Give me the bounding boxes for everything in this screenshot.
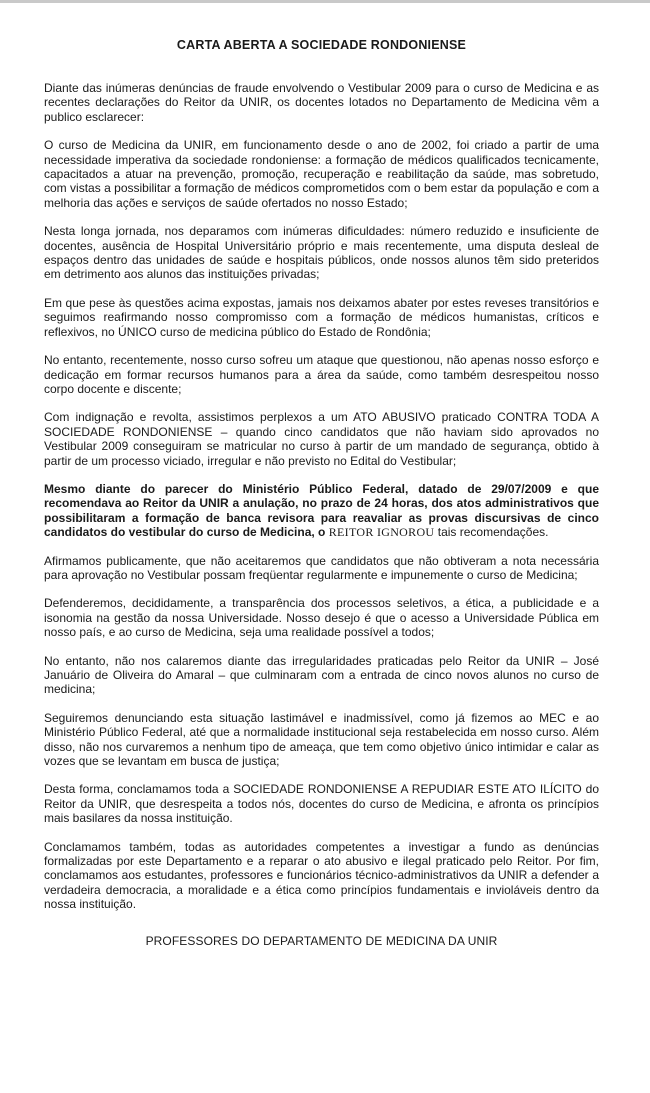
- paragraph-intro: Diante das inúmeras denúncias de fraude envolvendo o Vestibular 2009 para o curso de Medicina e as recentes declarações do Reitor da UNIR, os docentes lotados no Departamento de Medicina vêm a publico esclarecer:: [44, 81, 599, 124]
- letter-title: CARTA ABERTA A SOCIEDADE RONDONIENSE: [176, 38, 467, 52]
- paragraph-denunciation: Seguiremos denunciando esta situação lastimável e inadmissível, como já fizemos ao MEC e ao Ministério Público Federal, até que a normalidade institucional seja restabelecida em nosso curso. Além disso, não nos curvaremos a nenhum tipo de ameaça, que tem como objetivo único intimidar e calar as vozes que se levantam em busca de justiça;: [44, 710, 599, 769]
- paragraph-mpf-opinion: [44, 482, 599, 540]
- paragraph-affirmation: Afirmamos publicamente, que não aceitaremos que candidatos que não obtiveram a nota necessária para aprovação no Vestibular possam freqüentar regularmente e impunemente o curso de Medicina;: [44, 553, 599, 582]
- paragraph-abusive-act: Com indignação e revolta, assistimos perplexos a um ATO ABUSIVO praticado CONTRA TODA A SOCIEDADE RONDONIENSE – quando cinco candidatos que não haviam sido aprovados no Vestibular 2009 conseguiram se matricular no curso à partir de um mandado de segurança, obtido à partir de um processo viciado, irregular e não previsto no Edital do Vestibular;: [44, 410, 599, 468]
- mpf-opinion-bold-text: Mesmo diante do parecer do Ministério Público Federal, datado de 29/07/2009 e que recomendava ao Reitor da UNIR a anulação, no prazo de 24 horas, dos atos administrativos que possibilitaram a formação de banca revisora para reavaliar as provas discursivas de cinco candidatos do vestibular do curso de Medicina, o: [44, 481, 599, 540]
- rector-ignored-text: REITOR IGNOROU: [328, 525, 435, 540]
- letter-page: [44, 38, 599, 948]
- paragraph-course-history: O curso de Medicina da UNIR, em funcionamento desde o ano de 2002, foi criado a partir de uma necessidade imperativa da sociedade rondoniense: a formação de médicos qualificados tecnicamente, capacitados a atuar na prevenção, promoção, recuperação e reabilitação da saúde, mas sobretudo, com vistas a possibilitar a formação de médicos comprometidos com o bem estar da população e com a melhoria das ações e serviços de saúde ofertados no nosso Estado;: [44, 138, 599, 210]
- paragraph-call-society: Desta forma, conclamamos toda a SOCIEDADE RONDONIENSE A REPUDIAR ESTE ATO ILÍCITO do Reitor da UNIR, que desrespeita a todos nós, docentes do curso de Medicina, e afronta os princípios mais basilares da nossa instituição.: [44, 782, 599, 826]
- paragraph-call-authorities: Conclamamos também, todas as autoridades competentes a investigar a fundo as denúncias formalizadas por este Departamento e a reparar o ato abusivo e ilegal praticado pelo Reitor. Por fim, conclamamos aos estudantes, professores e funcionários técnico-administrativos da UNIR a defender a verdadeira democracia, a moralidade e a ética como princípios fundamentais e invioláveis dentro da nossa instituição.: [44, 839, 599, 912]
- mpf-opinion-tail-text: tais recomendações.: [437, 525, 549, 540]
- paragraph-difficulties: Nesta longa jornada, nos deparamos com inúmeras dificuldades: número reduzido e insuficiente de docentes, ausência de Hospital Universitário próprio e mais recentemente, uma disputa desleal de espaços dentro das unidades de saúde e hospitais públicos, onde nossos alunos têm sido preteridos em detrimento aos alunos das instituições privadas;: [44, 224, 599, 282]
- paragraph-transparency: Defenderemos, decididamente, a transparência dos processos seletivos, a ética, a publicidade e a isonomia na gestão da nossa Universidade. Nosso desejo é que o acesso a Universidade Pública em nosso país, e ao curso de Medicina, seja uma realidade possível a todos;: [44, 596, 599, 640]
- paragraph-attack: No entanto, recentemente, nosso curso sofreu um ataque que questionou, não apenas nosso esforço e dedicação em formar recursos humanos para a área da saúde, como também desrespeitou nosso corpo docente e discente;: [44, 353, 599, 396]
- paragraph-commitment: Em que pese às questões acima expostas, jamais nos deixamos abater por estes reveses transitórios e seguimos reafirmando nosso compromisso com a formação de médicos humanistas, críticos e reflexivos, no ÚNICO curso de medicina público do Estado de Rondônia;: [44, 295, 599, 339]
- scan-top-edge: [0, 0, 650, 3]
- paragraph-irregularities: No entanto, não nos calaremos diante das irregularidades praticadas pelo Reitor da UNIR – José Januário de Oliveira do Amaral – que culminaram com a entrada de cinco novos alunos no curso de medicina;: [44, 653, 599, 697]
- letter-signature: PROFESSORES DO DEPARTAMENTO DE MEDICINA DA UNIR: [145, 933, 498, 948]
